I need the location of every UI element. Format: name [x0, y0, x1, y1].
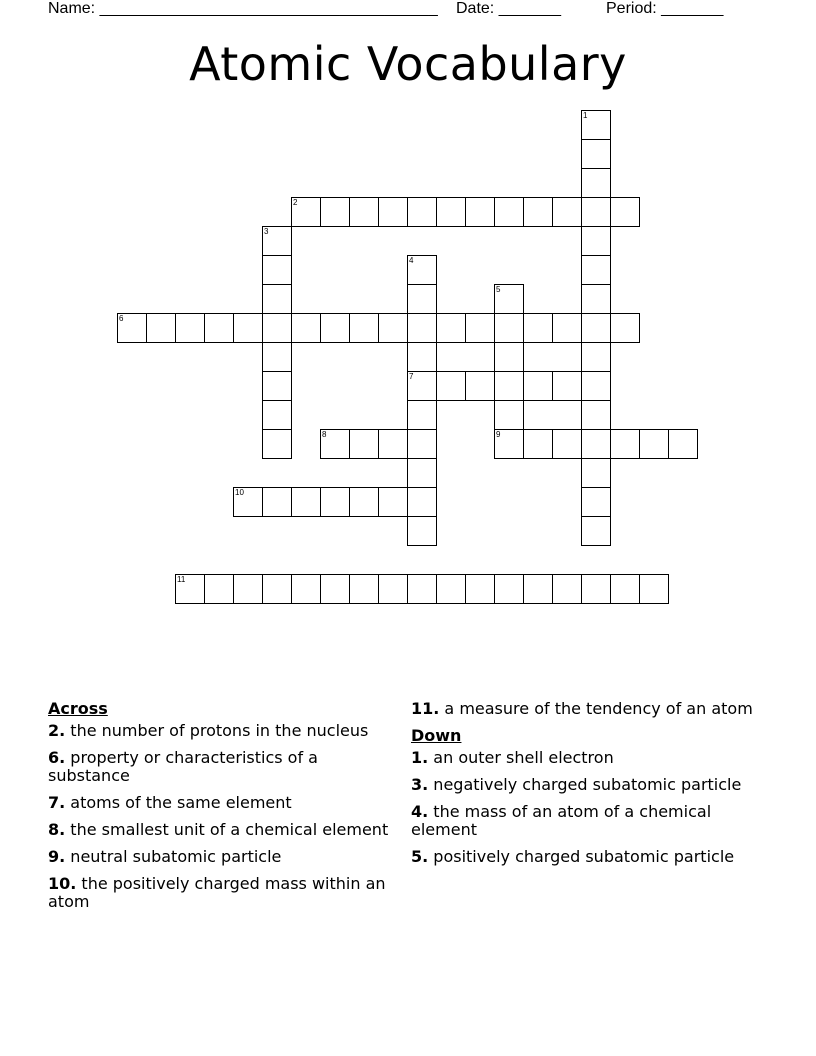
crossword-cell[interactable] [407, 487, 437, 517]
crossword-cell[interactable] [581, 458, 611, 488]
clue-across-10: 10. the positively charged mass within an atom [48, 874, 386, 911]
crossword-cell[interactable] [610, 197, 640, 227]
crossword-cell[interactable] [407, 400, 437, 430]
crossword-cell[interactable] [262, 371, 292, 401]
crossword-cell[interactable] [320, 197, 350, 227]
crossword-cell[interactable] [581, 574, 611, 604]
crossword-cell[interactable] [262, 574, 292, 604]
clue-across-8: 8. the smallest unit of a chemical element [48, 820, 389, 839]
crossword-cell[interactable] [233, 487, 263, 517]
crossword-cell[interactable] [523, 313, 553, 343]
crossword-cell[interactable] [407, 516, 437, 546]
crossword-cell[interactable] [262, 400, 292, 430]
crossword-cell[interactable] [378, 197, 408, 227]
crossword-cell[interactable] [291, 197, 321, 227]
crossword-cell[interactable] [262, 487, 292, 517]
crossword-cell[interactable] [581, 313, 611, 343]
clue-across-2: 2. the number of protons in the nucleus [48, 721, 369, 740]
crossword-cell[interactable] [262, 284, 292, 314]
crossword-cell[interactable] [407, 342, 437, 372]
crossword-cell[interactable] [581, 110, 611, 140]
crossword-cell[interactable] [610, 429, 640, 459]
crossword-cell[interactable] [581, 371, 611, 401]
crossword-cell[interactable] [494, 313, 524, 343]
crossword-cell[interactable] [523, 429, 553, 459]
crossword-cell[interactable] [639, 574, 669, 604]
crossword-cell[interactable] [349, 429, 379, 459]
crossword-cell[interactable] [378, 313, 408, 343]
crossword-cell[interactable] [552, 371, 582, 401]
crossword-cell[interactable] [581, 197, 611, 227]
crossword-cell[interactable] [581, 487, 611, 517]
crossword-cell[interactable] [378, 574, 408, 604]
clue-across-7: 7. atoms of the same element [48, 793, 292, 812]
crossword-cell[interactable] [291, 574, 321, 604]
crossword-cell[interactable] [668, 429, 698, 459]
across-heading: Across [48, 699, 108, 718]
crossword-cell[interactable] [320, 487, 350, 517]
crossword-cell[interactable] [262, 313, 292, 343]
crossword-cell[interactable] [349, 197, 379, 227]
crossword-cell[interactable] [175, 313, 205, 343]
cell-number: 8 [322, 430, 327, 439]
crossword-cell[interactable] [117, 313, 147, 343]
crossword-cell[interactable] [349, 574, 379, 604]
crossword-cell[interactable] [262, 429, 292, 459]
clue-down-1: 1. an outer shell electron [411, 748, 614, 767]
crossword-cell[interactable] [407, 197, 437, 227]
name-field-label: Name: ______________________________________ [48, 0, 438, 17]
crossword-cell[interactable] [407, 255, 437, 285]
cell-number: 2 [293, 198, 298, 207]
crossword-cell[interactable] [291, 313, 321, 343]
crossword-cell[interactable] [320, 574, 350, 604]
crossword-cell[interactable] [494, 197, 524, 227]
crossword-cell[interactable] [262, 226, 292, 256]
crossword-cell[interactable] [378, 487, 408, 517]
crossword-cell[interactable] [465, 371, 495, 401]
date-field-label: Date: _______ [456, 0, 561, 17]
cell-number: 11 [177, 575, 186, 584]
cell-number: 10 [235, 488, 244, 497]
crossword-cell[interactable] [262, 255, 292, 285]
cell-number: 7 [409, 372, 414, 381]
crossword-cell[interactable] [233, 574, 263, 604]
crossword-cell[interactable] [523, 197, 553, 227]
crossword-cell[interactable] [465, 197, 495, 227]
crossword-cell[interactable] [494, 400, 524, 430]
crossword-cell[interactable] [494, 574, 524, 604]
crossword-cell[interactable] [204, 574, 234, 604]
crossword-cell[interactable] [175, 574, 205, 604]
crossword-cell[interactable] [581, 516, 611, 546]
clue-across-9: 9. neutral subatomic particle [48, 847, 282, 866]
crossword-cell[interactable] [465, 574, 495, 604]
crossword-cell[interactable] [581, 429, 611, 459]
crossword-cell[interactable] [291, 487, 321, 517]
cell-number: 4 [409, 256, 414, 265]
clue-down-4: 4. the mass of an atom of a chemical element [411, 802, 712, 839]
crossword-cell[interactable] [581, 400, 611, 430]
crossword-cell[interactable] [262, 342, 292, 372]
crossword-cell[interactable] [349, 487, 379, 517]
cell-number: 9 [496, 430, 501, 439]
clue-down-5: 5. positively charged subatomic particle [411, 847, 735, 866]
crossword-cell[interactable] [494, 429, 524, 459]
crossword-cell[interactable] [146, 313, 176, 343]
clue-column-right [411, 700, 761, 875]
crossword-cell[interactable] [581, 284, 611, 314]
page-title: Atomic Vocabulary [189, 37, 627, 91]
crossword-cell[interactable] [407, 429, 437, 459]
cell-number: 3 [264, 227, 269, 236]
period-field-label: Period: _______ [606, 0, 724, 17]
crossword-cell[interactable] [349, 313, 379, 343]
crossword-cell[interactable] [436, 197, 466, 227]
crossword-cell[interactable] [523, 574, 553, 604]
cell-number: 6 [119, 314, 124, 323]
crossword-cell[interactable] [610, 313, 640, 343]
clue-across-11: 11. a measure of the tendency of an atom [411, 699, 753, 718]
crossword-cell[interactable] [436, 313, 466, 343]
crossword-cell[interactable] [204, 313, 234, 343]
clue-down-3: 3. negatively charged subatomic particle [411, 775, 742, 794]
crossword-cell[interactable] [494, 342, 524, 372]
crossword-cell[interactable] [610, 574, 640, 604]
crossword-cell[interactable] [407, 371, 437, 401]
crossword-cell[interactable] [581, 139, 611, 169]
crossword-cell[interactable] [465, 313, 495, 343]
crossword-cell[interactable] [407, 313, 437, 343]
crossword-cell[interactable] [436, 574, 466, 604]
clue-column-left [48, 700, 398, 920]
crossword-cell[interactable] [407, 458, 437, 488]
crossword-cell[interactable] [581, 226, 611, 256]
crossword-cell[interactable] [581, 342, 611, 372]
crossword-cell[interactable] [407, 574, 437, 604]
crossword-cell[interactable] [494, 284, 524, 314]
crossword-cell[interactable] [552, 197, 582, 227]
crossword-cell[interactable] [436, 371, 466, 401]
crossword-cell[interactable] [523, 371, 553, 401]
clue-across-6: 6. property or characteristics of a substance [48, 748, 318, 785]
cell-number: 5 [496, 285, 501, 294]
crossword-cell[interactable] [581, 168, 611, 198]
crossword-cell[interactable] [320, 429, 350, 459]
crossword-cell[interactable] [552, 313, 582, 343]
crossword-cell[interactable] [320, 313, 350, 343]
down-heading: Down [411, 726, 462, 745]
crossword-cell[interactable] [581, 255, 611, 285]
crossword-cell[interactable] [233, 313, 263, 343]
crossword-cell[interactable] [552, 574, 582, 604]
crossword-cell[interactable] [378, 429, 408, 459]
crossword-cell[interactable] [494, 371, 524, 401]
crossword-cell[interactable] [639, 429, 669, 459]
cell-number: 1 [583, 111, 588, 120]
crossword-cell[interactable] [552, 429, 582, 459]
crossword-cell[interactable] [407, 284, 437, 314]
